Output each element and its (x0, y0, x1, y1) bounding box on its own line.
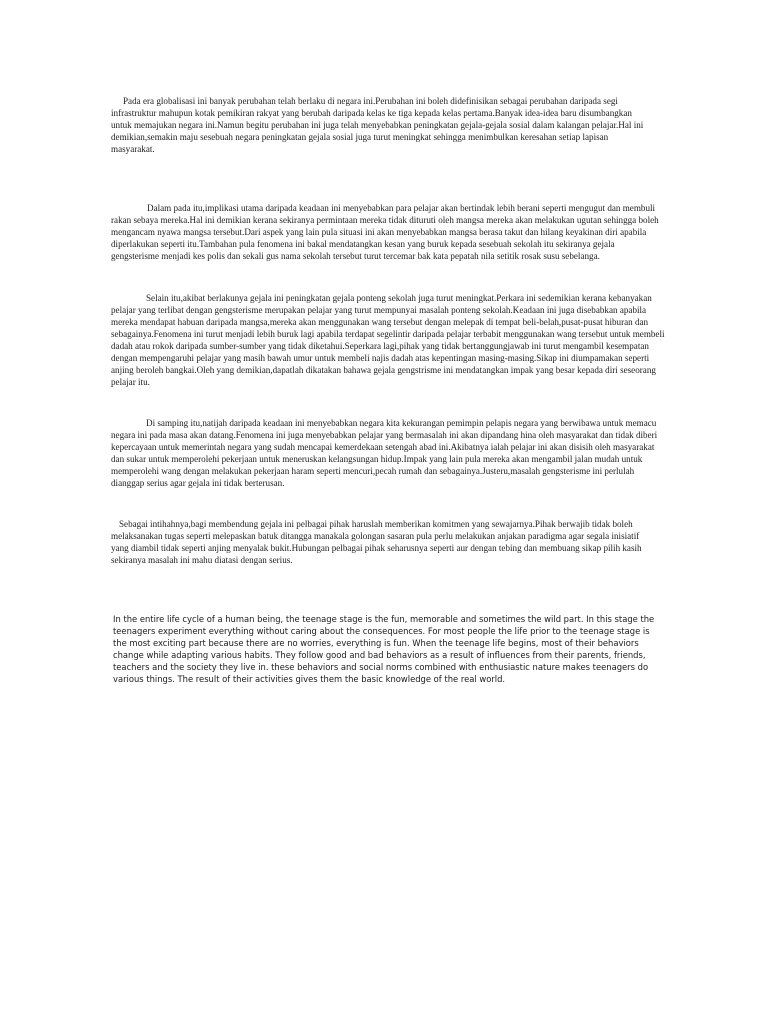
paragraph-text: Sebagai intihahnya,bagi membendung gejala ini pelbagai pihak haruslah memberikan komitmen yang sewajarnya.Pihak berwajib tidak boleh melaksanakan tugas seperti melepaskan batuk ditangga manakala golongan sasaran pula perlu melakukan anjakan paradigma agar segala inisiatif yang diambil tidak seperti anjing menyalak bukit.Hubungan pelbagai pihak seharusnya seperti aur dengan tebing dan membuang sikap pilih kasih sekiranya masalah ini mahu diatasi dengan serius. (111, 519, 642, 565)
paragraph-intro (111, 95, 651, 155)
paragraph-text: Pada era globalisasi ini banyak perubahan telah berlaku di negara ini.Perubahan ini boleh didefinisikan sebagai perubahan daripada segi infrastruktur mahupun kotak pemikiran rakyat yang berubah daripada kelas ke tiga kepada kelas pertama.Banyak idea-idea baru disumbangkan untuk memajukan negara ini.Namun begitu perubahan ini juga telah menyebabkan peningkatan gejala-gejala sosial dalam kalangan pelajar.Hal ini demikian,semakin maju sesebuah negara peningkatan gejala sosial juga turut meningkat sehingga menimbulkan keresahan setiap lapisan masyarakat. (111, 96, 644, 154)
paragraph-truancy (111, 292, 666, 388)
paragraph-conclusion (111, 518, 659, 566)
paragraph-leadership (111, 417, 661, 489)
paragraph-text: Selain itu,akibat berlakunya gejala ini peningkatan gejala ponteng sekolah juga turut meningkat.Perkara ini sedemikian kerana kebanyakan pelajar yang terlibat dengan gengsterisme merupakan pelajar yang turut mempunyai masalah ponteng sekolah.Keadaan ini juga disebabkan apabila mereka mendapat habuan daripada mangsa,mereka akan menggunakan wang tersebut dengan melepak di tempat beli-belah,pusat-pusat hiburan dan sebagainya.Fenomena ini turut menjadi lebih buruk lagi apabila terdapat segelintir daripada pelajar terbabit menggunakan wang tersebut untuk membeli dadah atau rokok daripada sumber-sumber yang tidak diketahui.Seperkara lagi,pihak yang tidak bertanggungjawab ini turut mengambil kesempatan dengan mempengaruhi pelajar yang masih bawah umur untuk membeli najis dadah atas kepentingan masing-masing.Sikap ini diumpamakan seperti anjing beroleh bangkai.Oleh yang demikian,dapatlah dikatakan bahawa gejala gengstrisme ini mendatangkan impak yang besar kepada diri seseorang pelajar itu. (111, 293, 665, 387)
paragraph-bullying (111, 202, 661, 262)
paragraph-text: Di samping itu,natijah daripada keadaan ini menyebabkan negara kita kekurangan pemimpin pelapis negara yang berwibawa untuk memacu negara ini pada masa akan datang.Fenomena ini juga menyebabkan pelajar yang bermasalah ini akan dipandang hina oleh masyarakat dan tidak diberi kepercayaan untuk memerintah negara yang sudah mencapai kemerdekaan setengah abad ini.Akibatnya ialah pelajar ini akan disisih oleh masyarakat dan sukar untuk memperolehi pekerjaan untuk meneruskan kelangsungan hidup.Impak yang lain pula mereka akan mengambil jalan mudah untuk memperolehi wang dengan melakukan pekerjaan haram seperti mencuri,pecah rumah dan sebagainya.Justeru,masalah gengsterisme ini perlulah dianggap serius agar gejala ini tidak berterusan. (111, 418, 658, 488)
paragraph-text: Dalam pada itu,implikasi utama daripada keadaan ini menyebabkan para pelajar akan bertindak lebih berani seperti mengugut dan membuli rakan sebaya mereka.Hal ini demikian kerana sekiranya permintaan mereka tidak dituruti oleh mangsa mereka akan melakukan ugutan sehingga boleh mengancam nyawa mangsa tersebut.Dari aspek yang lain pula situasi ini akan menyebabkan mangsa berasa takut dan hilang keyakinan diri apabila diperlakukan seperti itu.Tambahan pula fenomena ini bakal mendatangkan kesan yang buruk kepada sesebuah sekolah itu sekiranya gejala gengsterisme menjadi kes polis dan sekali gus nama sekolah tersebut turut tercemar bak kata pepatah nila setitik rosak susu sebelanga. (111, 203, 659, 261)
paragraph-english: In the entire life cycle of a human being, the teenage stage is the fun, memorable and sometimes the wild part. In this stage the teenagers experiment everything without caring about the consequences. For most people the life prior to the teenage stage is the most exciting part because there are no worries, everything is fun. When the teenage life begins, most of their behaviors change while adapting various habits. They follow good and bad behaviors as a result of influences from their parents, friends, teachers and the society they live in. these behaviors and social norms combined with enthusiastic nature makes teenagers do various things. The result of their activities gives them the basic knowledge of the real world. (113, 614, 655, 684)
